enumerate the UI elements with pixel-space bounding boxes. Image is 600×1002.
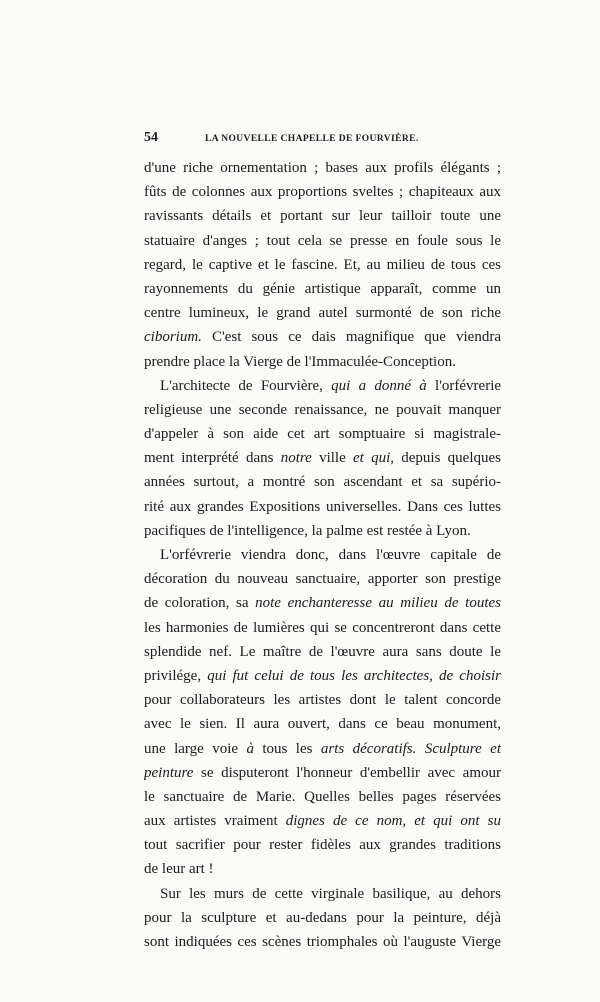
text-segment: statuaire d'anges ; tout cela se presse en foule sous le	[144, 232, 501, 249]
text-line	[144, 374, 501, 398]
text-line	[144, 495, 501, 519]
text-segment: fûts de colonnes aux proportions sveltes ; chapiteaux aux	[144, 184, 501, 201]
text-line	[144, 567, 501, 591]
text-segment: regard, le captive et le fascine. Et, au milieu de tous ces	[144, 256, 501, 273]
text-line	[144, 277, 501, 301]
emphasized-text: arts décoratifs. Sculpture et	[320, 740, 501, 757]
text-segment: de leur art !	[144, 861, 214, 878]
emphasized-text: note enchanteresse au milieu de toutes	[255, 595, 501, 612]
text-segment: ravissants détails et portant sur leur tailloir toute une	[144, 208, 501, 225]
text-segment: prendre place la Vierge de l'Immaculée-Conception.	[144, 353, 456, 370]
text-line	[144, 398, 501, 422]
text-line	[144, 591, 501, 615]
text-segment: pour la sculpture et au-dedans pour la peinture, déjà	[144, 909, 501, 926]
text-segment: privilége,	[144, 667, 208, 684]
text-line	[144, 640, 501, 664]
text-line	[144, 253, 501, 277]
paragraph	[144, 374, 501, 543]
text-line	[144, 616, 501, 640]
text-line	[144, 809, 501, 833]
text-segment: de coloration, sa	[144, 595, 256, 612]
text-segment: splendide nef. Le maître de l'œuvre aura sans doute le	[144, 643, 501, 660]
text-segment: d'une riche ornementation ; bases aux profils élégants ;	[144, 160, 501, 176]
text-segment: années surtout, a montré son ascendant et sa supério-	[144, 474, 501, 491]
text-segment: pour collaborateurs les artistes dont le talent concorde	[144, 692, 501, 709]
text-segment: sont indiquées ces scènes triomphales où l'auguste Vierge	[144, 934, 501, 950]
text-segment: ville	[311, 450, 353, 467]
text-line	[144, 833, 501, 857]
text-segment: C'est sous ce dais magnifique que viendra	[201, 329, 501, 346]
text-line	[144, 785, 501, 809]
text-line	[144, 857, 501, 881]
emphasized-text: notre	[280, 450, 312, 467]
text-line	[144, 761, 501, 785]
running-title: LA NOUVELLE CHAPELLE DE FOURVIÈRE.	[205, 134, 419, 144]
text-segment: centre lumineux, le grand autel surmonté de son riche	[144, 305, 501, 322]
paragraph	[144, 156, 501, 374]
emphasized-text: dignes de ce nom, et qui ont su	[285, 813, 501, 830]
paragraph	[144, 543, 501, 882]
text-line	[144, 180, 501, 204]
text-segment: pacifiques de l'intelligence, la palme est restée à Lyon.	[144, 522, 471, 539]
text-line	[144, 350, 501, 374]
text-segment: une large voie	[144, 740, 247, 757]
emphasized-text: qui a donné à	[331, 377, 427, 394]
text-segment: le sanctuaire de Marie. Quelles belles pages réservées	[144, 788, 501, 805]
text-line	[144, 422, 501, 446]
body-text	[144, 156, 501, 954]
emphasized-text: et qui,	[353, 450, 394, 467]
emphasized-text: à	[246, 740, 254, 757]
text-line	[144, 737, 501, 761]
text-line	[144, 519, 501, 543]
text-line	[144, 543, 501, 567]
text-segment: d'appeler à son aide cet art somptuaire si magistrale-	[144, 426, 501, 443]
text-segment: avec le sien. Il aura ouvert, dans ce beau monument,	[144, 716, 501, 733]
text-line	[144, 688, 501, 712]
emphasized-text: ciborium.	[144, 329, 202, 346]
text-segment: L'architecte de Fourvière,	[160, 377, 332, 394]
text-segment: Sur les murs de cette virginale basilique, au dehors	[160, 885, 501, 902]
text-segment: l'orfévrerie	[426, 377, 501, 394]
page-number: 54	[144, 130, 158, 145]
text-line	[144, 156, 501, 180]
emphasized-text: qui fut celui de tous les architectes, de choisir	[207, 667, 501, 684]
text-segment: depuis quelques	[394, 450, 501, 467]
text-segment: décoration du nouveau sanctuaire, apporter son prestige	[144, 571, 501, 588]
text-segment: tous les	[253, 740, 321, 757]
text-line	[144, 882, 501, 906]
text-line	[144, 325, 501, 349]
text-segment: aux artistes vraiment	[144, 813, 286, 830]
text-line	[144, 930, 501, 954]
paragraph	[144, 882, 501, 955]
text-segment: tout sacrifier pour rester fidèles aux grandes traditions	[144, 837, 501, 854]
text-line	[144, 712, 501, 736]
text-segment: rayonnements du génie artistique apparaît, comme un	[144, 280, 501, 297]
text-line	[144, 446, 501, 470]
text-line	[144, 229, 501, 253]
text-line	[144, 301, 501, 325]
text-segment: se disputeront l'honneur d'embellir avec amour	[193, 764, 501, 781]
text-segment: rité aux grandes Expositions universelles. Dans ces luttes	[144, 498, 501, 515]
text-line	[144, 664, 501, 688]
text-segment: ment interprété dans	[144, 450, 281, 467]
text-line	[144, 470, 501, 494]
text-segment: religieuse une seconde renaissance, ne pouvait manquer	[144, 401, 501, 418]
text-segment: L'orfévrerie viendra donc, dans l'œuvre capitale de	[160, 547, 501, 563]
text-line	[144, 204, 501, 228]
text-segment: les harmonies de lumières qui se concentreront dans cette	[144, 619, 501, 636]
emphasized-text: peinture	[144, 764, 194, 781]
text-line	[144, 906, 501, 930]
